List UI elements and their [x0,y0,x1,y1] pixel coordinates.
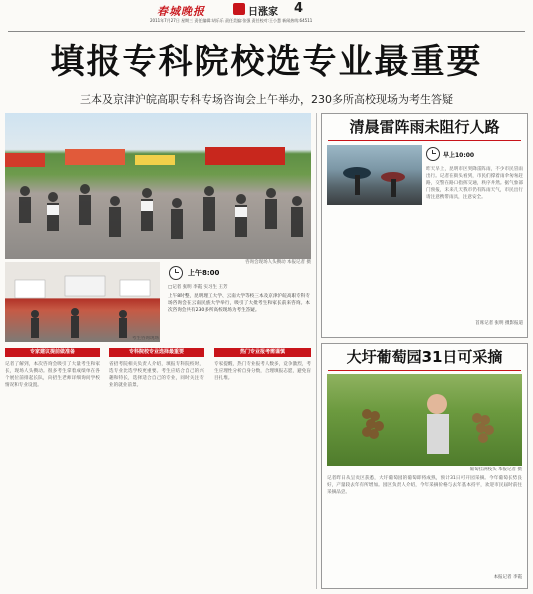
side-story-2-photo [327,374,522,466]
side-story-2-photo-caption: 葡萄挂满枝头 本报记者 摄 [469,467,522,472]
side-story-2 [321,343,528,589]
masthead-rule [8,31,525,32]
side-story-1-body: 昨天早上，昆明市区突降雷阵雨，不少市民冒雨出行。记者在街头看到，市民们撑着雨伞匆匆赶路，交警在路口指挥交通，秩序井然。据气象部门预报，未来几天我市仍有阵雨天气，市民出行请注意携带雨具，注意安全。 [426,167,523,200]
main-photo-caption: 咨询会现场人头攒动 本报记者 摄 [245,260,311,265]
body-column-2: 省招考院相关负责人介绍，填报专科院校时，选专业比选学校更重要。考生应结合自己的兴趣和特长，选择适合自己的专业，同时关注专业的就业前景。 [109,362,204,388]
subhead-2: 专科院校专业选择最重要 [109,348,204,357]
side-story-2-rule [328,370,521,371]
side-story-1-title: 清晨雷阵雨未阻行人路 [349,118,500,136]
side-story-1 [321,113,528,338]
clock-icon-2 [426,147,440,161]
side-story-1-byline: 首席记者 张明 摄影报道 [475,321,523,326]
lede: 上午8时整，昆明理工大学、云南大学等校三本及京津沪皖高职专科专场咨询会在云南民族大学举行，吸引了大批考生和家长前来咨询。本次咨询会共有230多所高校现场为考生答疑。 [168,294,310,313]
side-story-2-title: 大圩葡萄园31日可采摘 [346,348,503,366]
time-label: 上午8:00 [188,269,220,277]
body-column-3: 专家提醒，热门专业报考人数多，竞争激烈，考生应理性分析自身分数，合理填报志愿，避免盲目扎堆。 [214,362,311,381]
section-label: 日涨家 [248,7,278,18]
deck: 三本及京津沪皖高职专科专场咨询会上午举办，230多所高校现场为考生答疑 [80,93,453,106]
side-story-1-photo [327,145,422,205]
column-divider [316,113,317,589]
masthead [0,0,533,38]
section-icon [233,3,245,15]
small-photo-caption: 考生咨询现场 [132,336,159,341]
subhead-1: 专家建议提前做准备 [5,348,100,357]
grapes-illustration [327,374,522,466]
dateline: 2011年7月27日 星期三 责任编辑:胡乐乐 责任美编:张强 责任校对:王小慧 新闻热线:64511 [150,18,313,23]
side-story-1-rule [328,140,521,141]
time-box [166,262,312,342]
side-story-1-time: 早上10:00 [443,152,475,159]
headline: 填报专科院校选专业最重要 [50,42,483,82]
rain-illustration [327,145,422,205]
subhead-3: 热门专业报考需谨慎 [214,348,311,357]
clock-icon [169,266,183,280]
side-story-2-body: 记者昨日从呈贡区获悉，大圩葡萄园的葡萄即将成熟，预计31日可开园采摘。今年葡萄长势良好，产量较去年有所增加。园区负责人介绍，今年采摘价格与去年基本持平，欢迎市民届时前往采摘品尝。 [327,476,522,495]
main-photo [5,113,311,259]
crowd-illustration [5,113,311,259]
side-story-2-byline: 本报记者 李霞 [493,575,522,580]
booth-illustration [5,262,160,342]
paper-logo: 春城晚报 [157,5,205,18]
credits: □记者 张明 李霞 实习生 王芳 [168,285,228,290]
body-column-1: 记者了解到，本次咨询会吸引了大量考生和家长，现场人头攒动。很多考生拿着成绩单在各个展位前排起长队，向招生老师详细询问学校情况和专业设置。 [5,362,100,388]
small-photo [5,262,160,342]
page-number: 4 [294,1,304,16]
